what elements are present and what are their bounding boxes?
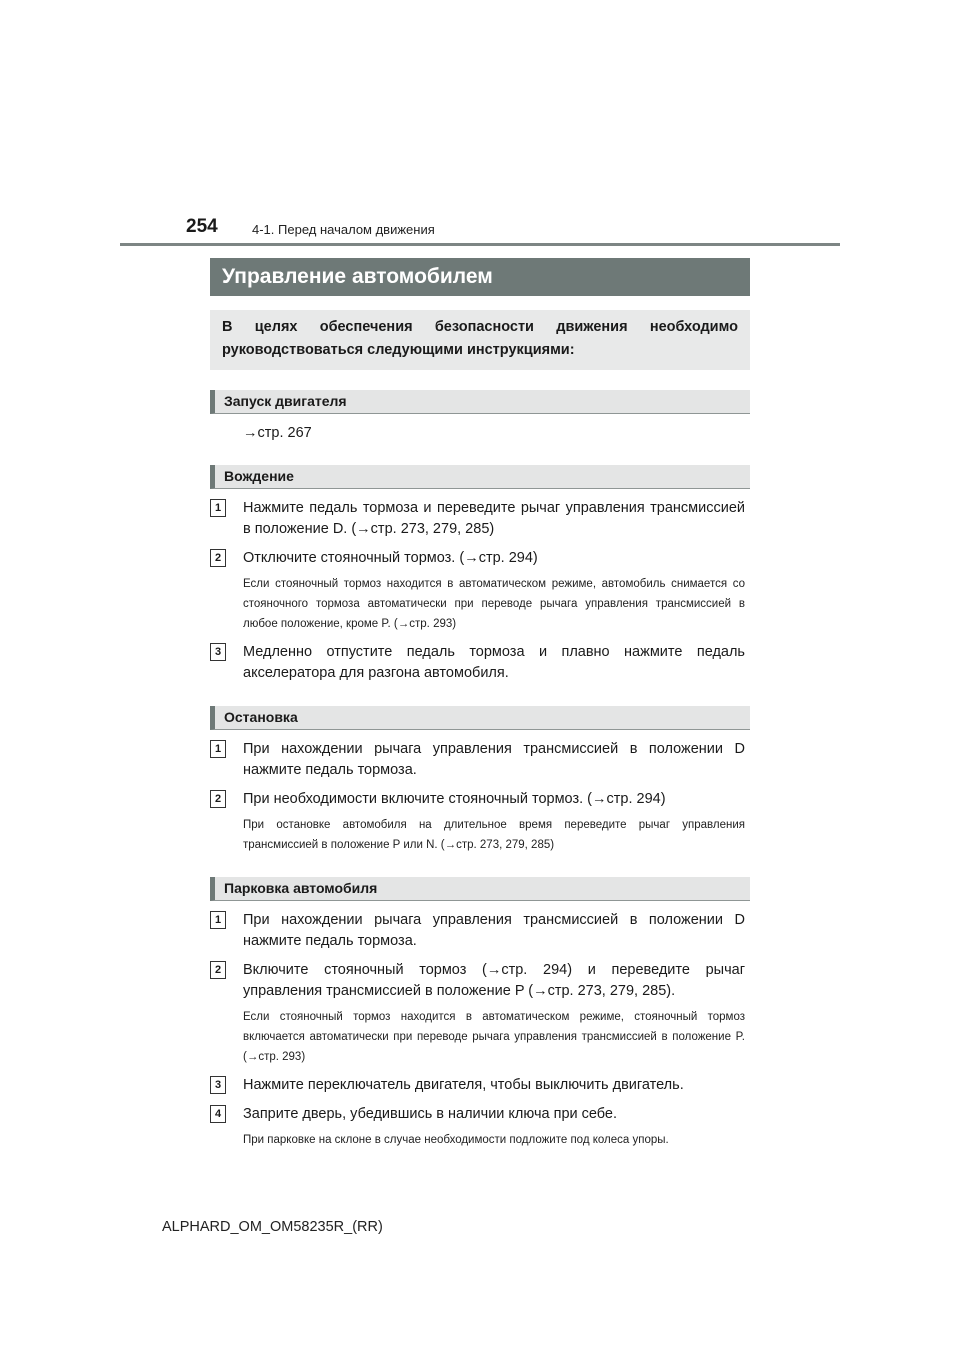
header-divider bbox=[120, 243, 840, 246]
section-heading: Запуск двигателя bbox=[210, 390, 750, 414]
section-engine-start bbox=[210, 390, 750, 443]
step-text: При необходимости включите стояночный тормоз. (→стр. 294) bbox=[243, 791, 666, 807]
section-stopping bbox=[210, 706, 750, 855]
step-item bbox=[210, 498, 750, 540]
page-header bbox=[120, 214, 840, 246]
chapter-title: 4-1. Перед началом движения bbox=[252, 222, 435, 237]
step-text: Нажмите педаль тормоза и переведите рычаг управления трансмиссией в положение D. (→стр. 273, 279, 285) bbox=[243, 500, 745, 537]
step-text: Медленно отпустите педаль тормоза и плавно нажмите педаль акселератора для разгона автомобиля. bbox=[243, 644, 745, 681]
page-number: 254 bbox=[186, 216, 218, 237]
step-item bbox=[210, 548, 750, 569]
step-item bbox=[210, 739, 750, 781]
step-note: При парковке на склоне в случае необходимости подложите под колеса упоры. bbox=[243, 1134, 669, 1146]
step-number: 2 bbox=[210, 549, 226, 567]
intro-box bbox=[210, 310, 750, 370]
step-item bbox=[210, 642, 750, 684]
main-content bbox=[210, 258, 750, 1150]
step-number: 2 bbox=[210, 790, 226, 808]
step-item bbox=[210, 789, 750, 810]
section-heading: Остановка bbox=[210, 706, 750, 730]
step-note: Если стояночный тормоз находится в автоматическом режиме, стояночный тормоз включается автоматически при переводе рычага управления трансмиссией в положение P. (→стр. 293) bbox=[243, 1011, 745, 1063]
step-number: 4 bbox=[210, 1105, 226, 1123]
document-code: ALPHARD_OM_OM58235R_(RR) bbox=[162, 1219, 383, 1235]
section-parking bbox=[210, 877, 750, 1150]
step-number: 3 bbox=[210, 643, 226, 661]
step-number: 3 bbox=[210, 1076, 226, 1094]
step-item bbox=[210, 960, 750, 1002]
page-reference: →стр. 267 bbox=[243, 425, 312, 441]
page-title: Управление автомобилем bbox=[210, 258, 750, 296]
step-item bbox=[210, 910, 750, 952]
step-note: Если стояночный тормоз находится в автоматическом режиме, автомобиль снимается со стояночного тормоза автоматически при переводе рычага управления трансмиссией в любое положение, кроме P. (→стр. 293) bbox=[243, 578, 745, 630]
step-text: Нажмите переключатель двигателя, чтобы выключить двигатель. bbox=[243, 1077, 684, 1093]
step-text: Отключите стояночный тормоз. (→стр. 294) bbox=[243, 550, 538, 566]
step-text: Включите стояночный тормоз (→стр. 294) и переведите рычаг управления трансмиссией в положение P (→стр. 273, 279, 285). bbox=[243, 962, 745, 999]
intro-text: В целях обеспечения безопасности движения необходимо руководствоваться следующими инструкциями: bbox=[222, 319, 738, 358]
section-heading: Парковка автомобиля bbox=[210, 877, 750, 901]
step-number: 1 bbox=[210, 499, 226, 517]
step-note: При остановке автомобиля на длительное время переведите рычаг управления трансмиссией в положение P или N. (→стр. 273, 279, 285) bbox=[243, 819, 745, 851]
step-text: При нахождении рычага управления трансмиссией в положении D нажмите педаль тормоза. bbox=[243, 741, 745, 778]
step-number: 2 bbox=[210, 961, 226, 979]
step-item bbox=[210, 1104, 750, 1125]
step-text: При нахождении рычага управления трансмиссией в положении D нажмите педаль тормоза. bbox=[243, 912, 745, 949]
section-driving bbox=[210, 465, 750, 684]
step-number: 1 bbox=[210, 911, 226, 929]
step-text: Заприте дверь, убедившись в наличии ключа при себе. bbox=[243, 1106, 618, 1122]
section-heading: Вождение bbox=[210, 465, 750, 489]
step-number: 1 bbox=[210, 740, 226, 758]
step-item bbox=[210, 1075, 750, 1096]
